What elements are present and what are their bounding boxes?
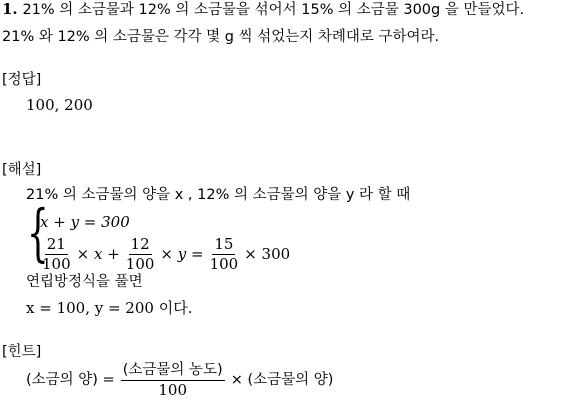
fraction-denominator: 100 — [209, 254, 239, 273]
fraction-numerator: (소금물의 농도) — [121, 363, 225, 381]
solve-text: 연립방정식을 풀면 — [26, 274, 143, 290]
fraction-numerator: 21 — [46, 235, 66, 253]
hint-formula — [26, 363, 333, 398]
answer-heading: [정답] — [2, 72, 42, 88]
fraction-15-100 — [208, 236, 241, 272]
system-brace: { — [27, 196, 49, 269]
answer-value: 100, 200 — [26, 96, 93, 114]
explanation-heading: [해설] — [2, 162, 42, 178]
equation-term: × y = — [160, 244, 204, 263]
hint-fraction — [121, 363, 225, 398]
equation-term: × x + — [76, 244, 120, 263]
fraction-denominator: 100 — [125, 254, 155, 273]
fraction-denominator: 100 — [42, 254, 71, 273]
fraction-denominator: 100 — [158, 380, 188, 399]
fraction-21-100 — [40, 236, 73, 272]
problem-line-2: 21% 와 12% 의 소금물은 각각 몇 g 씩 섞었는지 차례대로 구하여라. — [2, 29, 440, 45]
hint-heading: [힌트] — [2, 344, 42, 360]
problem-text-1: 21% 의 소금물과 12% 의 소금물을 섞어서 15% 의 소금물 300g 을 만들었다. — [22, 2, 525, 18]
fraction-numerator: 15 — [214, 235, 234, 253]
problem-number: 1. — [2, 0, 18, 18]
equation-2 — [40, 236, 290, 272]
solution-result: x = 100, y = 200 이다. — [26, 299, 193, 317]
equation-1: x + y = 300 — [40, 213, 130, 231]
hint-rhs: × (소금물의 양) — [230, 372, 334, 389]
problem-line-1 — [2, 2, 524, 18]
hint-lhs: (소금의 양) = — [26, 372, 115, 389]
fraction-numerator: 12 — [130, 235, 150, 253]
fraction-12-100 — [124, 236, 157, 272]
equation-term: × 300 — [244, 244, 291, 263]
explanation-intro: 21% 의 소금물의 양을 x , 12% 의 소금물의 양을 y 라 할 때 — [26, 187, 411, 203]
